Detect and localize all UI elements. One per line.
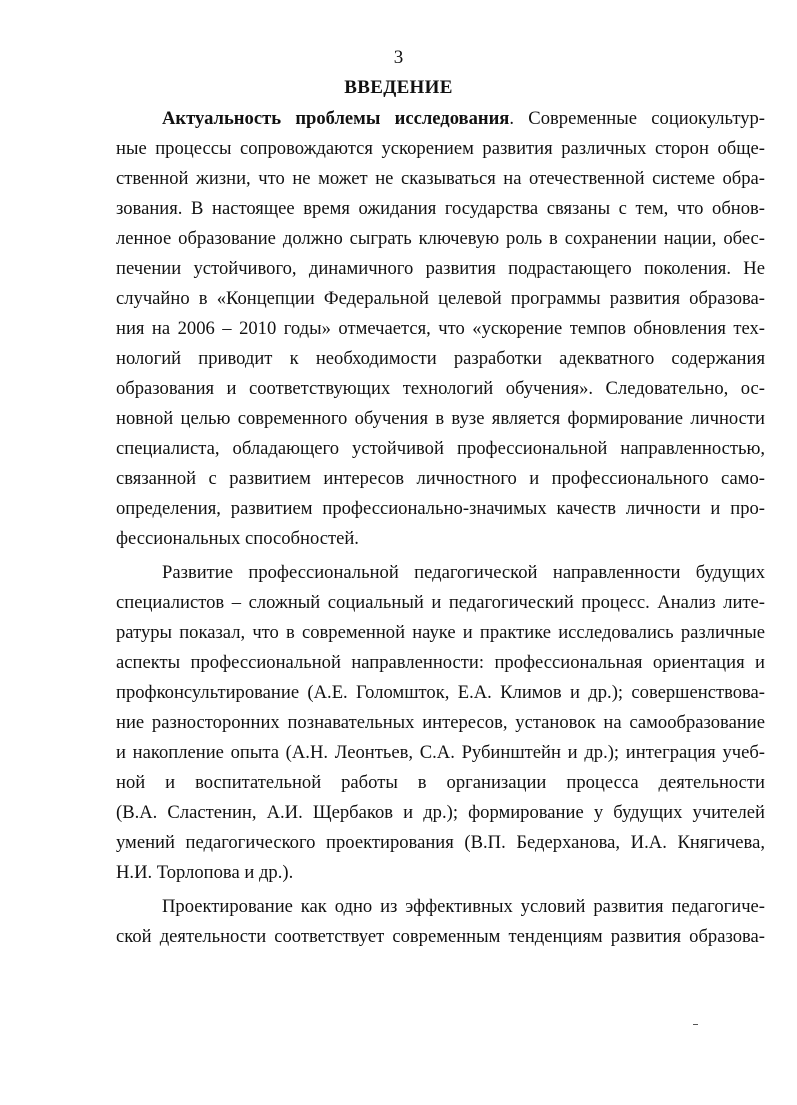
paragraph-line: связанной с развитием интересов личностного и профессионального само- (116, 468, 765, 489)
paragraph-line: зования. В настоящее время ожидания государства связаны с тем, что обнов- (116, 198, 765, 219)
paragraph-line: Проектирование как одно из эффективных условий развития педагогиче- (162, 896, 765, 917)
paragraph-line: аспекты профессиональной направленности: профессиональная ориентация и (116, 652, 765, 673)
paragraph-line: ской деятельности соответствует современным тенденциям развития образова- (116, 926, 765, 947)
paragraph-line: образования и соответствующих технологий обучения». Следовательно, ос- (116, 378, 765, 399)
line-text: . Современные социокультур- (509, 108, 765, 129)
paragraph-line: специалиста, обладающего устойчивой профессиональной направленностью, (116, 438, 765, 459)
paragraph-line: нологий приводит к необходимости разработки адекватного содержания (116, 348, 765, 369)
paragraph-line: ние разносторонних познавательных интересов, установок на самообразование (116, 712, 765, 733)
body-text (116, 104, 765, 952)
paragraph-development (116, 558, 765, 888)
paragraph-line: ные процессы сопровождаются ускорением развития различных сторон обще- (116, 138, 765, 159)
paragraph-line: умений педагогического проектирования (В.П. Бедерханова, И.А. Княгичева, (116, 832, 765, 853)
paragraph-line: (В.А. Сластенин, А.И. Щербаков и др.); формирование у будущих учителей (116, 802, 765, 823)
paragraph-line: ратуры показал, что в современной науке и практике исследовались различные (116, 622, 765, 643)
paragraph-line: и накопление опыта (А.Н. Леонтьев, С.А. Рубинштейн и др.); интеграция учеб- (116, 742, 765, 763)
page-number: 3 (393, 47, 404, 68)
paragraph-line: случайно в «Концепции Федеральной целевой программы развития образова- (116, 288, 765, 309)
paragraph-line (116, 104, 765, 134)
paragraph-line: ния на 2006 – 2010 годы» отмечается, что «ускорение темпов обновления тех- (116, 318, 765, 339)
section-title: ВВЕДЕНИЕ (344, 77, 453, 98)
lead-phrase: Актуальность проблемы исследования (162, 108, 510, 129)
paragraph-line: новной целью современного обучения в вузе является формирование личности (116, 408, 765, 429)
paragraph-design (116, 892, 765, 952)
paragraph-line: Развитие профессиональной педагогической направленности будущих (162, 562, 765, 583)
paragraph-line: специалистов – сложный социальный и педагогический процесс. Анализ лите- (116, 592, 765, 613)
paragraph-line: Н.И. Торлопова и др.). (116, 862, 294, 883)
paragraph-relevance (116, 104, 765, 554)
paragraph-line: ственной жизни, что не может не сказываться на отечественной системе обра- (116, 168, 765, 189)
paragraph-line: ленное образование должно сыграть ключевую роль в сохранении нации, обес- (116, 228, 765, 249)
paragraph-line: определения, развитием профессионально-значимых качеств личности и про- (116, 498, 765, 519)
paragraph-line: ной и воспитательной работы в организации процесса деятельности (116, 772, 765, 793)
paragraph-line: печении устойчивого, динамичного развития подрастающего поколения. Не (116, 258, 765, 279)
paragraph-line: профконсультирование (А.Е. Голомшток, Е.А. Климов и др.); совершенствова- (116, 682, 765, 703)
paragraph-line: фессиональных способностей. (116, 528, 359, 549)
scan-mark (693, 1024, 698, 1025)
